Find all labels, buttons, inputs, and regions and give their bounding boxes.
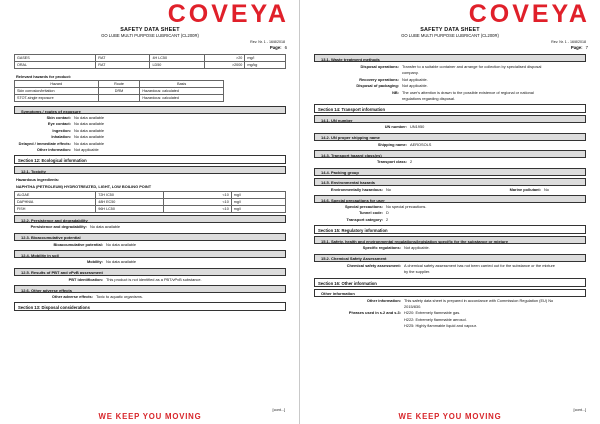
- page-body: [314, 52, 586, 330]
- adverse-row: Other adverse effects: Toxic to aquatic organisms.: [51, 294, 143, 300]
- table-row: Skin corrosion/irritation DRM Hazardous: calculated: [15, 88, 224, 95]
- specific-regulations-row: Specific regulations: Not applicable.: [362, 245, 430, 251]
- table-header-row: Hazard Route Basis: [15, 81, 224, 88]
- table-row: ORAL RAT LD50 >2000 mg/kg: [15, 62, 286, 69]
- acute-toxicity-table: [14, 54, 286, 69]
- subsection-12-3: 12.3. Bioaccumulative potential: [14, 233, 286, 241]
- revision-number: Rev. Nr. 1 - 16/8/2018: [250, 40, 285, 44]
- document-title: SAFETY DATA SHEET: [420, 27, 480, 33]
- subsection-14-4: 14.4. Packing group: [314, 168, 586, 176]
- page-number: Page: 6: [269, 45, 287, 50]
- transport-category-row: Transport category: 2: [346, 216, 389, 222]
- coveya-logo: COVEYA: [468, 0, 590, 28]
- hazards-title: Relevant hazards for product:: [16, 74, 72, 79]
- list-item: Other information: Not applicable: [36, 147, 99, 153]
- ingredient-name: NAPHTHA (PETROLEUM) HYDROTREATED, LIGHT, LOW BOILING POINT: [16, 184, 152, 190]
- pbt-row: PBT identification: This product is not identified as a PBT/vPvB substance.: [68, 276, 202, 282]
- subsection-12-4: 12.4. Mobility in soil: [14, 250, 286, 258]
- continued-marker: [cont...]: [573, 408, 586, 412]
- table-row: DAPHNIA 48H EC50 <10 mg/l: [15, 199, 286, 206]
- mobility-row: Mobility: No data available: [87, 259, 137, 265]
- packaging-row: Disposal of packaging: Not applicable.: [356, 83, 428, 89]
- footer-slogan: WE KEEP YOU MOVING: [98, 412, 202, 421]
- env-hazard-row: Environmentally hazardous: No Marine pollutant: No: [330, 186, 549, 192]
- list-item: Skin contact: No data available: [46, 115, 105, 120]
- coveya-logo: COVEYA: [167, 0, 289, 28]
- tunnel-row: Tunnel code: D: [359, 210, 389, 216]
- symptoms-heading: Symptoms / routes of exposure: [14, 106, 286, 114]
- page-number: Page: 7: [570, 45, 588, 50]
- subsection-12-6: 12.6. Other adverse effects: [14, 285, 286, 293]
- ecotoxicity-table: [14, 191, 286, 213]
- footer-slogan: WE KEEP YOU MOVING: [398, 412, 502, 421]
- other-information-heading: Other information: [314, 289, 586, 297]
- other-info-row: Other information: This safety data sheet is prepared in accordance with Commission Regulation (EU) No 2015/830.: [366, 297, 554, 309]
- page-body: [14, 52, 286, 311]
- disposal-row: Disposal operations: Transfer to a suitable container and arrange for collection by specialised disposal company.: [360, 64, 542, 76]
- subsection-14-3: 14.3. Transport hazard class(es): [314, 150, 586, 158]
- precautions-row: Special precautions: No special precautions.: [344, 204, 427, 210]
- section-14-heading: Section 14: Transport information: [314, 104, 586, 113]
- revision-number: Rev. Nr. 1 - 16/8/2018: [551, 40, 586, 44]
- table-row: ALGAE 72H IC50 <10 mg/l: [15, 192, 286, 199]
- table-row: STOT-single exposure Hazardous: calculated: [15, 95, 224, 102]
- section-16-heading: Section 16: Other information: [314, 278, 586, 287]
- list-item: Eye contact: No data available: [47, 121, 105, 127]
- subsection-14-2: 14.2. UN proper shipping name: [314, 133, 586, 141]
- table-row: GASES RAT 4H LC50 >20 mg/l: [15, 55, 286, 62]
- un-row: UN number: UN1950: [384, 124, 425, 130]
- subsection-15-2: 15.2. Chemical Safety Assessment: [314, 254, 586, 262]
- subsection-14-5: 14.5. Environmental hazards: [314, 178, 586, 186]
- sds-page-7: [300, 0, 600, 424]
- product-name: GO LUBE MULTI PURPOSE LUBRICANT (CL200R): [101, 33, 199, 38]
- shipping-row: Shipping name: AEROSOLS: [377, 141, 432, 147]
- hazardous-ingredients-label: Hazardous ingredients:: [16, 177, 60, 183]
- section-12-heading: Section 12: Ecological information: [14, 155, 286, 164]
- subsection-12-1: 12.1. Toxicity: [14, 166, 286, 174]
- subsection-12-2: 12.2. Persistence and degradability: [14, 215, 286, 223]
- persistence-row: Persistence and degradability: No data available: [30, 224, 121, 230]
- subsection-14-6: 14.6. Special precautions for user: [314, 195, 586, 203]
- list-item: Delayed / immediate effects: No data available: [18, 140, 105, 146]
- hazards-table: [14, 80, 224, 102]
- csa-row: Chemical safety assessment: A chemical safety assessment has not been carried out for the substance or the mixture by the supplier.: [346, 262, 555, 275]
- subsection-14-1: 14.1. UN number: [314, 115, 586, 123]
- transport-class-row: Transport class: 2: [376, 159, 413, 165]
- document-title: SAFETY DATA SHEET: [120, 27, 180, 33]
- continued-marker: [cont...]: [272, 408, 285, 412]
- recovery-row: Recovery operations: Not applicable.: [359, 76, 428, 82]
- table-row: FISH 96H LC50 <10 mg/l: [15, 206, 286, 213]
- subsection-15-1: 15.1. Safety, health and environmental regulations/legislation specific for the substance or mixture: [314, 236, 586, 244]
- section-13-heading: Section 13: Disposal considerations: [14, 302, 286, 311]
- symptoms-list: [14, 115, 286, 153]
- subsection-13-1: 13.1. Waste treatment methods: [314, 54, 586, 62]
- bioacc-row: Bioaccumulative potential: No data available: [53, 241, 137, 247]
- phrases-row: Phrases used in s.2 and s.3: H220: Extremely flammable gas. H222: Extremely flammable aerosol. H225: Highly flammable liquid and vapour.: [348, 310, 477, 329]
- section-15-heading: Section 15: Regulatory information: [314, 225, 586, 234]
- list-item: Ingestion: No data available: [52, 127, 105, 133]
- list-item: Inhalation: No data available: [51, 134, 105, 140]
- nb-row: NB: The user's attention is drawn to the possible existence of regional or national regulations regarding disposal.: [392, 89, 534, 102]
- product-name: GO LUBE MULTI PURPOSE LUBRICANT (CL200R): [401, 33, 499, 38]
- subsection-12-5: 12.5. Results of PBT and vPvB assessment: [14, 268, 286, 276]
